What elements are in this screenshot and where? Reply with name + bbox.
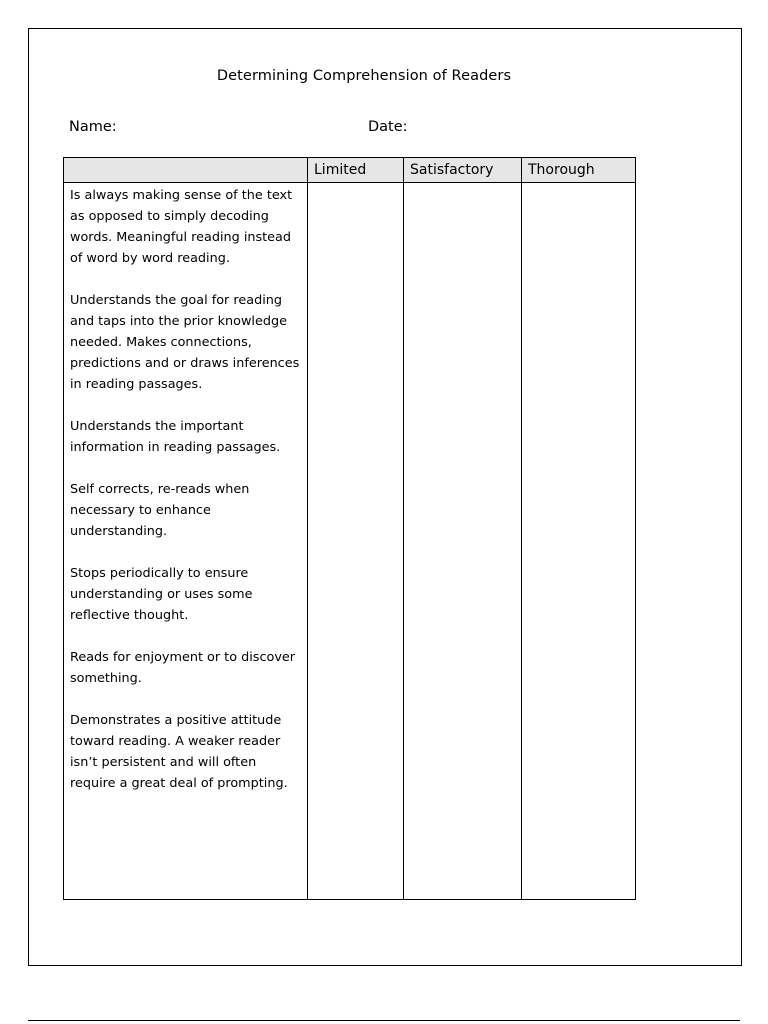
next-page-edge [28, 1020, 740, 1021]
header-satisfactory: Satisfactory [404, 158, 522, 183]
header-thorough: Thorough [522, 158, 636, 183]
criterion-7: Demonstrates a positive attitude toward reading. A weaker reader isn’t persistent and will often require a great deal of prompting. [70, 713, 288, 791]
header-criteria [64, 158, 308, 183]
table-row [64, 183, 636, 900]
limited-cell[interactable] [308, 183, 404, 900]
criterion-3: Understands the important information in reading passages. [70, 419, 281, 455]
criterion-1: Is always making sense of the text as opposed to simply decoding words. Meaningful reading instead of word by word reading. [70, 188, 293, 266]
header-limited: Limited [308, 158, 404, 183]
table-header-row [64, 158, 636, 183]
date-label: Date: [368, 119, 408, 135]
criteria-cell [64, 183, 308, 900]
document-title: Determining Comprehension of Readers [216, 68, 512, 84]
criterion-4: Self corrects, re-reads when necessary to enhance understanding. [70, 482, 250, 539]
criterion-5: Stops periodically to ensure understanding or uses some reflective thought. [70, 566, 253, 623]
satisfactory-cell[interactable] [404, 183, 522, 900]
name-label: Name: [69, 119, 117, 135]
rubric-table [63, 157, 636, 900]
thorough-cell[interactable] [522, 183, 636, 900]
criterion-6: Reads for enjoyment or to discover something. [70, 650, 296, 686]
criterion-2: Understands the goal for reading and taps into the prior knowledge needed. Makes connections, predictions and or draws inferences in reading passages. [70, 293, 300, 392]
